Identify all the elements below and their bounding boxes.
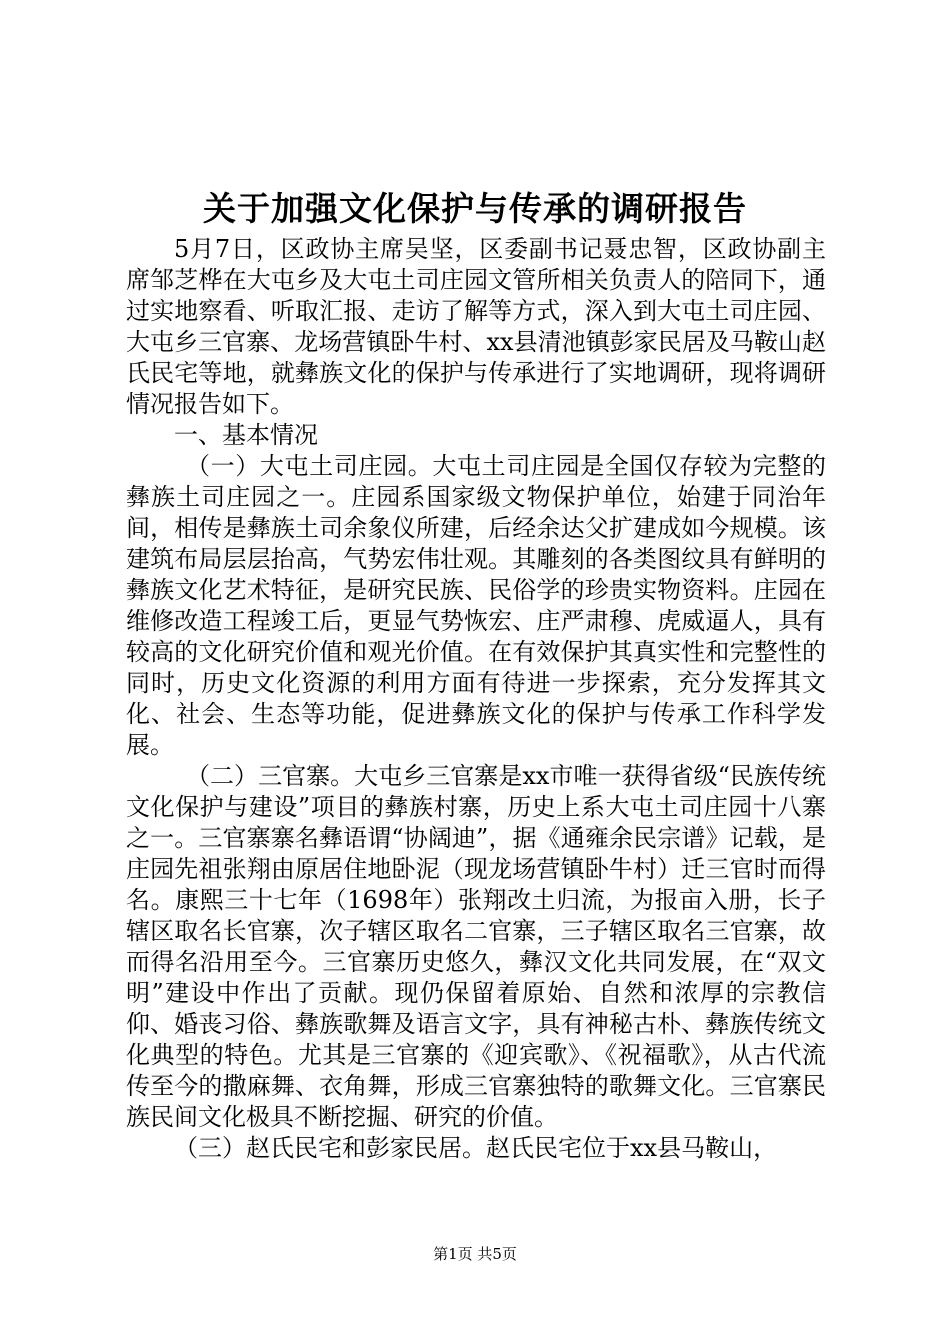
paragraph-sanguanzhai: （二）三官寨。大屯乡三官寨是xx市唯一获得省级“民族传统文化保护与建设”项目的彝族村寨，历史上系大屯土司庄园十八寨之一。三官寨寨名彝语谓“协阔迪”，据《通雍余民宗谱》记载，是庄园先祖张翔由原居住地卧泥（现龙场营镇卧牛村）迁三官时而得名。康熙三十七年（1698年）张翔改土归流，为报亩入册，长子辖区取名长官寨，次子辖区取名二官寨，三子辖区取名三官寨，故而得名沿用至今。三官寨历史悠久，彝汉文化共同发展，在“双文明”建设中作出了贡献。现仍保留着原始、自然和浓厚的宗教信仰、婚丧习俗、彝族歌舞及语言文字，具有神秘古朴、彝族传统文化典型的特色。尤其是三官寨的《迎宾歌》、《祝福歌》，从古代流传至今的撒麻舞、衣角舞，形成三官寨独特的歌舞文化。三官寨民族民间文化极具不断挖掘、研究的价值。 [126, 762, 826, 1131]
section-heading-basic: 一、基本情况 [174, 421, 318, 449]
page-number-footer: 第1页 共5页 [433, 1245, 517, 1263]
document-body [126, 234, 826, 1164]
paragraph-datun-manor: （一）大屯土司庄园。大屯土司庄园是全国仅存较为完整的彝族土司庄园之一。庄园系国家级文物保护单位，始建于同治年间，相传是彝族土司余象仪所建，后经余达父扩建成如今规模。该建筑布局层层抬高，气势宏伟壮观。其雕刻的各类图纹具有鲜明的彝族文化艺术特征，是研究民族、民俗学的珍贵实物资料。庄园在维修改造工程竣工后，更显气势恢宏、庄严肃穆、虎威逼人，具有较高的文化研究价值和观光价值。在有效保护其真实性和完整性的同时，历史文化资源的利用方面有待进一步探索，充分发挥其文化、社会、生态等功能，促进彝族文化的保护与传承工作科学发展。 [126, 452, 826, 759]
document-title: 关于加强文化保护与传承的调研报告 [203, 189, 747, 228]
paragraph-zhao-peng-residences: （三）赵氏民宅和彭家民居。赵氏民宅位于xx县马鞍山， [174, 1134, 778, 1162]
paragraph-intro: 5月7日，区政协主席吴坚，区委副书记聂忠智，区政协副主席邹芝桦在大屯乡及大屯土司庄园文管所相关负责人的陪同下，通过实地察看、听取汇报、走访了解等方式，深入到大屯土司庄园、大屯乡三官寨、龙场营镇卧牛村、xx县清池镇彭家民居及马鞍山赵氏民宅等地，就彝族文化的保护与传承进行了实地调研，现将调研情况报告如下。 [126, 235, 826, 418]
